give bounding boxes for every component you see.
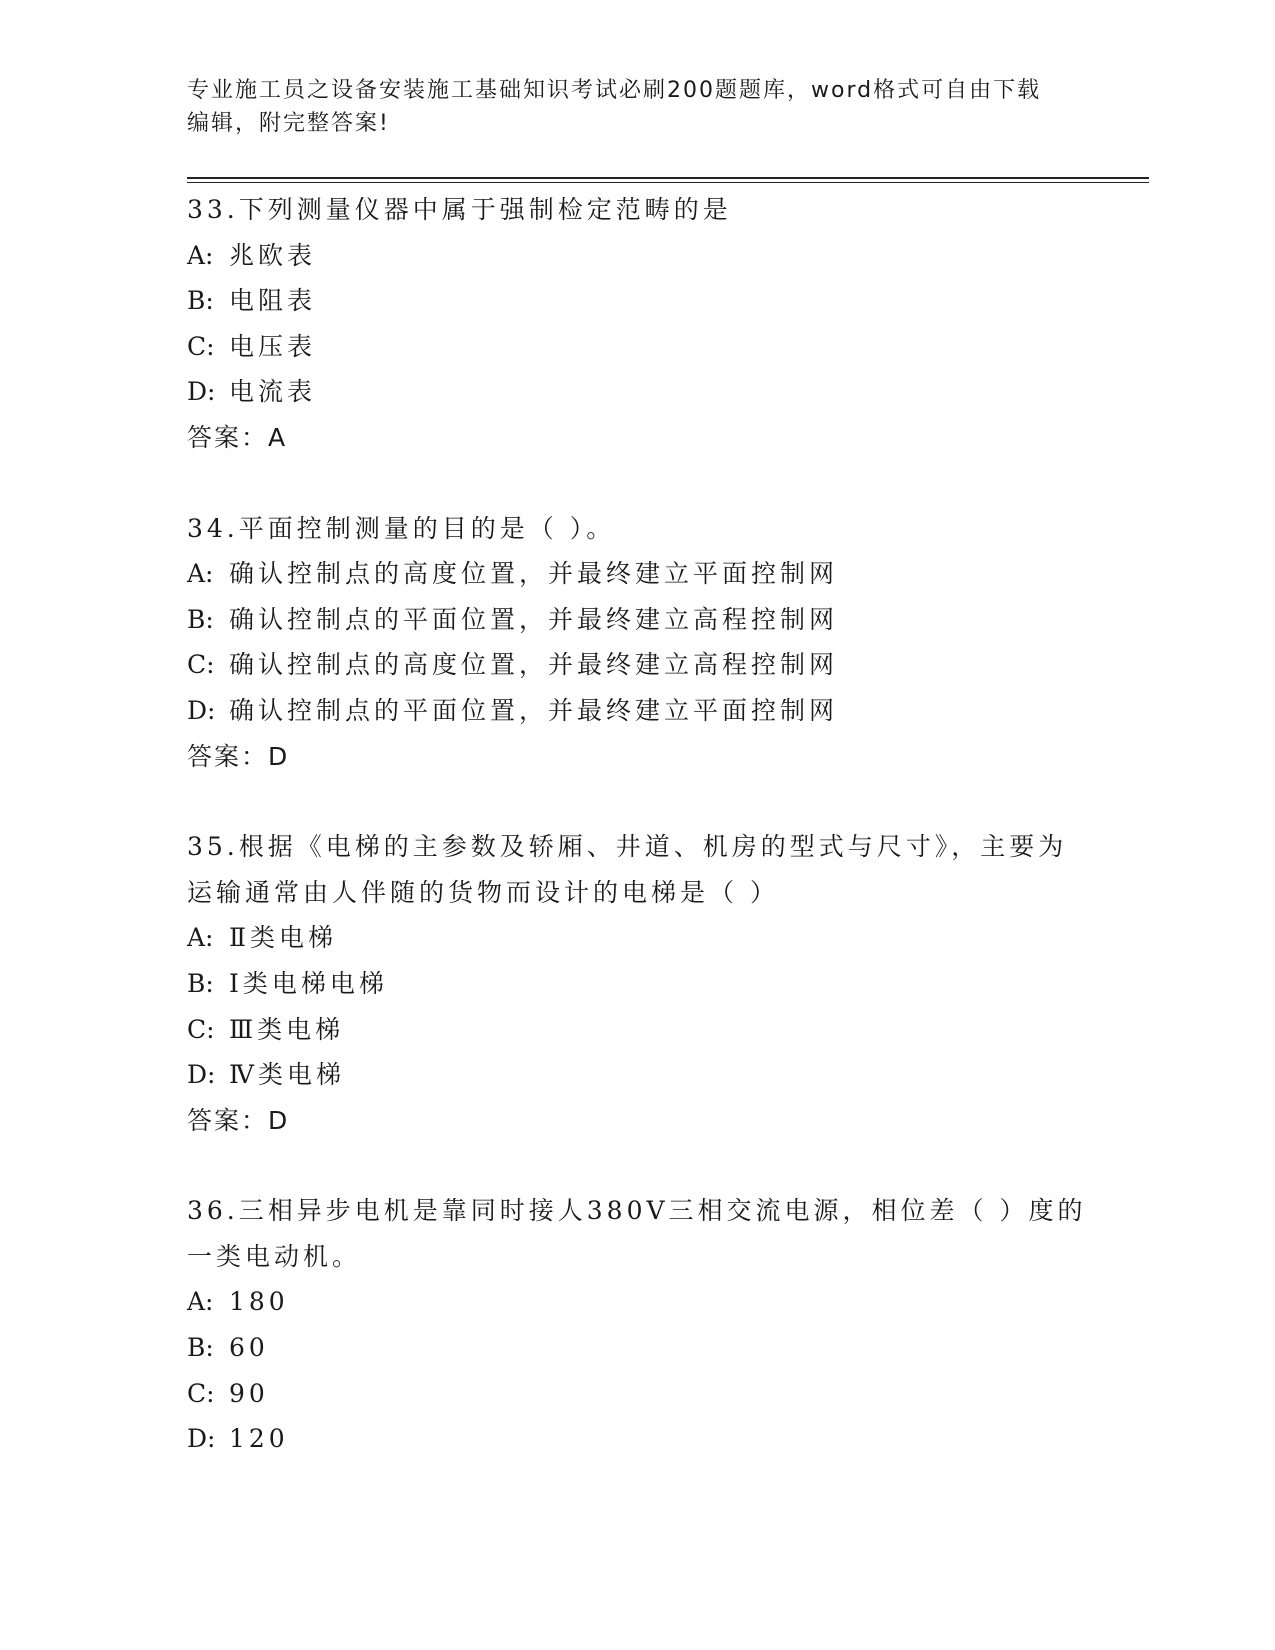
option-text: Ⅱ类电梯 bbox=[229, 923, 337, 953]
option-text: 电阻表 bbox=[229, 286, 317, 316]
option-text: 确认控制点的高度位置，并最终建立平面控制网 bbox=[229, 559, 839, 589]
answer-line: 答案：A bbox=[187, 422, 288, 452]
option-letter: A: bbox=[187, 1287, 214, 1317]
option-letter: A: bbox=[187, 559, 214, 589]
option-text: 电压表 bbox=[229, 331, 317, 361]
option-letter: D: bbox=[187, 1060, 216, 1090]
option-letter: C: bbox=[187, 331, 215, 361]
header-divider-thin bbox=[187, 182, 1149, 183]
option-letter: D: bbox=[187, 377, 216, 407]
option-text: 90 bbox=[229, 1378, 269, 1408]
option-letter: A: bbox=[187, 240, 214, 270]
header-title-line-2: 编辑，附完整答案! bbox=[187, 111, 390, 136]
option-letter: B: bbox=[187, 968, 214, 998]
header-divider-thick bbox=[187, 177, 1149, 179]
option-letter: C: bbox=[187, 650, 215, 680]
option-text: 120 bbox=[229, 1424, 289, 1454]
option-b bbox=[187, 1325, 1087, 1371]
document-header bbox=[187, 74, 1067, 140]
option-text: Ⅳ类电梯 bbox=[229, 1060, 345, 1090]
question-list bbox=[187, 187, 1087, 1507]
option-c bbox=[187, 1371, 1087, 1417]
option-text: 确认控制点的平面位置，并最终建立平面控制网 bbox=[229, 695, 839, 725]
option-b bbox=[187, 961, 1087, 1007]
option-letter: B: bbox=[187, 1333, 214, 1363]
option-letter: C: bbox=[187, 1378, 215, 1408]
option-b bbox=[187, 278, 1087, 324]
option-d bbox=[187, 1052, 1087, 1098]
question-34 bbox=[187, 506, 1087, 780]
option-letter: D: bbox=[187, 1424, 216, 1454]
option-text: Ⅲ类电梯 bbox=[229, 1014, 345, 1044]
option-text: 兆欧表 bbox=[229, 240, 317, 270]
option-a bbox=[187, 233, 1087, 279]
answer-line: 答案：D bbox=[187, 741, 290, 771]
option-letter: B: bbox=[187, 286, 214, 316]
question-stem: 33.下列测量仪器中属于强制检定范畴的是 bbox=[187, 195, 732, 224]
option-text: 60 bbox=[229, 1333, 269, 1363]
option-text: Ⅰ类电梯电梯 bbox=[229, 968, 388, 998]
option-a bbox=[187, 1279, 1087, 1325]
option-a bbox=[187, 551, 1087, 597]
option-text: 确认控制点的平面位置，并最终建立高程控制网 bbox=[229, 604, 839, 634]
option-letter: B: bbox=[187, 604, 214, 634]
answer-line: 答案：D bbox=[187, 1105, 290, 1135]
option-letter: D: bbox=[187, 695, 216, 725]
option-c bbox=[187, 642, 1087, 688]
option-text: 确认控制点的高度位置，并最终建立高程控制网 bbox=[229, 650, 839, 680]
option-c bbox=[187, 324, 1087, 370]
option-d bbox=[187, 369, 1087, 415]
question-33 bbox=[187, 187, 1087, 461]
question-35 bbox=[187, 824, 1087, 1143]
option-letter: C: bbox=[187, 1014, 215, 1044]
option-letter: A: bbox=[187, 923, 214, 953]
option-a bbox=[187, 915, 1087, 961]
question-stem: 36.三相异步电机是靠同时接人380V三相交流电源，相位差（ ）度的一类电动机。 bbox=[187, 1196, 1087, 1271]
option-c bbox=[187, 1007, 1087, 1053]
question-stem: 34.平面控制测量的目的是（ ）。 bbox=[187, 513, 616, 543]
option-b bbox=[187, 597, 1087, 643]
option-text: 电流表 bbox=[229, 377, 317, 407]
header-title-line-1: 专业施工员之设备安装施工基础知识考试必刷200题题库，word格式可自由下载 bbox=[187, 78, 1042, 103]
question-36 bbox=[187, 1188, 1087, 1462]
option-text: 180 bbox=[229, 1287, 289, 1317]
option-d bbox=[187, 1416, 1087, 1462]
question-stem: 35.根据《电梯的主参数及轿厢、井道、机房的型式与尺寸》，主要为运输通常由人伴随的货物而设计的电梯是（ ） bbox=[187, 832, 1068, 907]
option-d bbox=[187, 688, 1087, 734]
